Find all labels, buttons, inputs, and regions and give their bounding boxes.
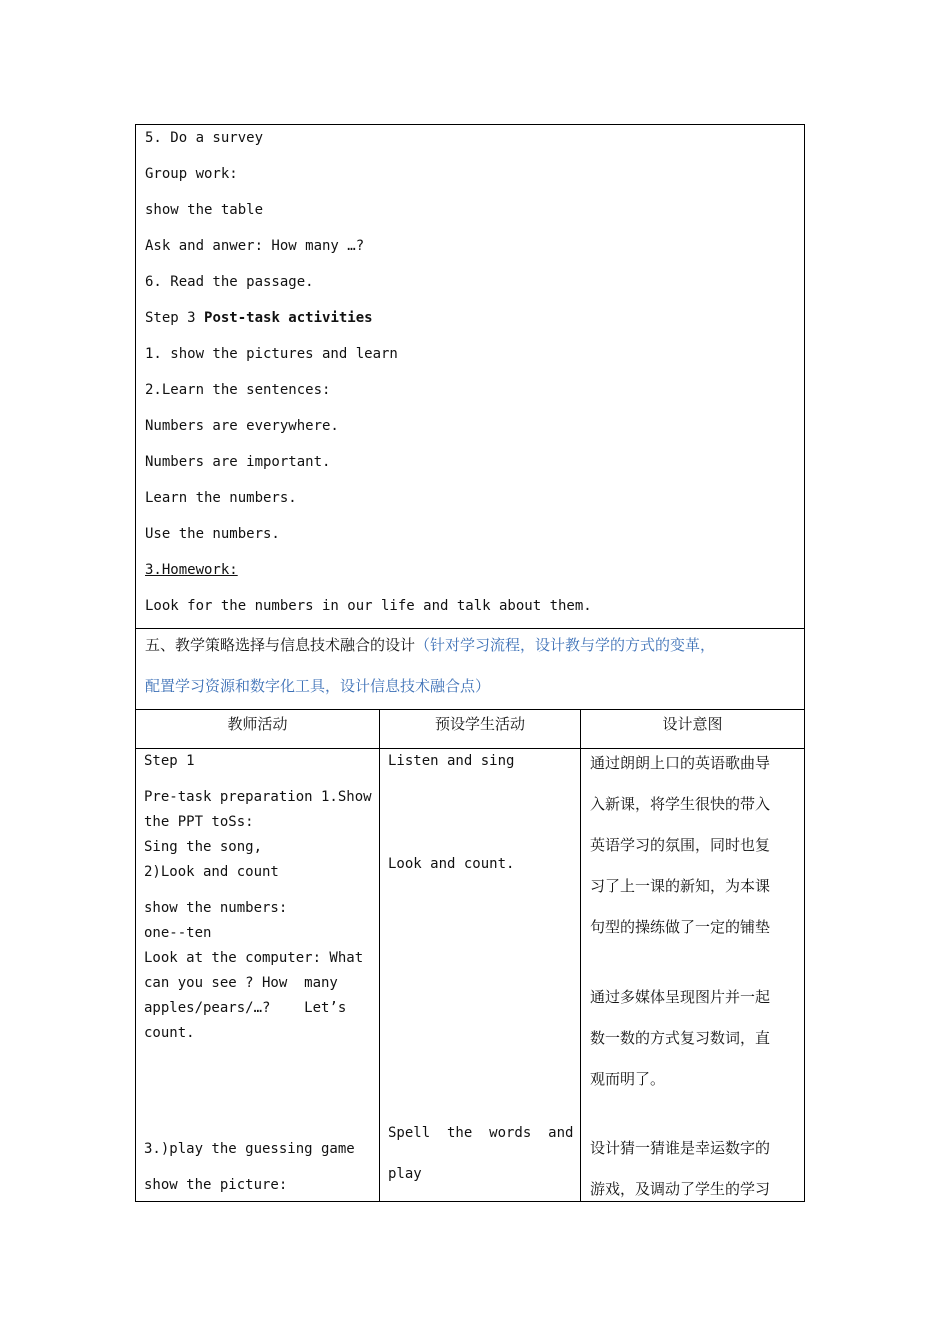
teacher-line: Sing the song, xyxy=(144,839,263,855)
procedure-section xyxy=(135,124,805,629)
procedure-line: Learn the numbers. xyxy=(145,490,297,506)
procedure-line: 6. Read the passage. xyxy=(145,274,314,290)
intent-line: 句型的操练做了一定的铺垫 xyxy=(590,918,771,936)
intent-line: 习了上一课的新知，为本课 xyxy=(590,877,771,895)
procedure-line: Look for the numbers in our life and talk about them. xyxy=(145,598,592,614)
teacher-line: show the numbers: xyxy=(144,900,288,916)
procedure-line: 1. show the pictures and learn xyxy=(145,346,398,362)
teacher-line: show the picture: xyxy=(144,1177,288,1193)
intent-line: 英语学习的氛围，同时也复 xyxy=(590,836,771,854)
teacher-line: Pre-task preparation 1.Show xyxy=(144,789,372,805)
teacher-line: count. xyxy=(144,1025,195,1041)
header-student: 预设学生活动 xyxy=(434,715,525,733)
procedure-line: 5. Do a survey xyxy=(145,130,264,146)
table-divider xyxy=(580,710,581,1201)
section5-heading xyxy=(135,628,805,709)
teacher-line: 3.)play the guessing game xyxy=(144,1141,355,1157)
section5-title: 五、教学策略选择与信息技术融合的设计 xyxy=(145,636,416,654)
intent-line: 数一数的方式复习数词，直 xyxy=(590,1029,771,1047)
teacher-line: can you see ? How many xyxy=(144,975,338,991)
procedure-line: Numbers are important. xyxy=(145,454,331,470)
teacher-line: the PPT toSs: xyxy=(144,814,254,830)
teacher-line: Step 1 xyxy=(144,753,195,769)
procedure-line: Use the numbers. xyxy=(145,526,280,542)
header-intent: 设计意图 xyxy=(662,715,723,733)
procedure-line: show the table xyxy=(145,202,264,218)
section5-note-2: 配置学习资源和数字化工具，设计信息技术融合点） xyxy=(145,677,491,695)
procedure-line: Ask and anwer: How many …? xyxy=(145,238,365,254)
intent-line: 设计猜一猜谁是幸运数字的 xyxy=(590,1139,771,1157)
teacher-line: Look at the computer: What xyxy=(144,950,364,966)
intent-line: 观而明了。 xyxy=(590,1070,666,1088)
intent-line: 通过朗朗上口的英语歌曲导 xyxy=(590,754,771,772)
procedure-line: Numbers are everywhere. xyxy=(145,418,339,434)
homework-label: 3.Homework: xyxy=(145,562,238,578)
procedure-line: Group work: xyxy=(145,166,238,182)
teacher-line: apples/pears/…? Let’s xyxy=(144,1000,347,1016)
table-divider xyxy=(379,710,380,1201)
activities-table xyxy=(135,709,805,1202)
student-line: play xyxy=(388,1166,422,1182)
intent-line: 入新课，将学生很快的带入 xyxy=(590,795,771,813)
header-teacher: 教师活动 xyxy=(227,715,288,733)
intent-line: 游戏，及调动了学生的学习 xyxy=(590,1180,771,1198)
step3-title: Post-task activities xyxy=(204,310,373,326)
procedure-line: 2.Learn the sentences: xyxy=(145,382,331,398)
intent-line: 通过多媒体呈现图片并一起 xyxy=(590,988,771,1006)
step3-heading xyxy=(145,310,373,326)
student-line: Look and count. xyxy=(388,856,515,872)
section5-note-1: （针对学习流程，设计教与学的方式的变革， xyxy=(415,636,716,654)
student-line: Listen and sing xyxy=(388,753,515,769)
teacher-line: one--ten xyxy=(144,925,212,941)
header-divider xyxy=(136,748,804,749)
student-line: Spell the words and xyxy=(388,1125,574,1141)
teacher-line: 2)Look and count xyxy=(144,864,279,880)
step3-label: Step 3 xyxy=(145,310,205,326)
